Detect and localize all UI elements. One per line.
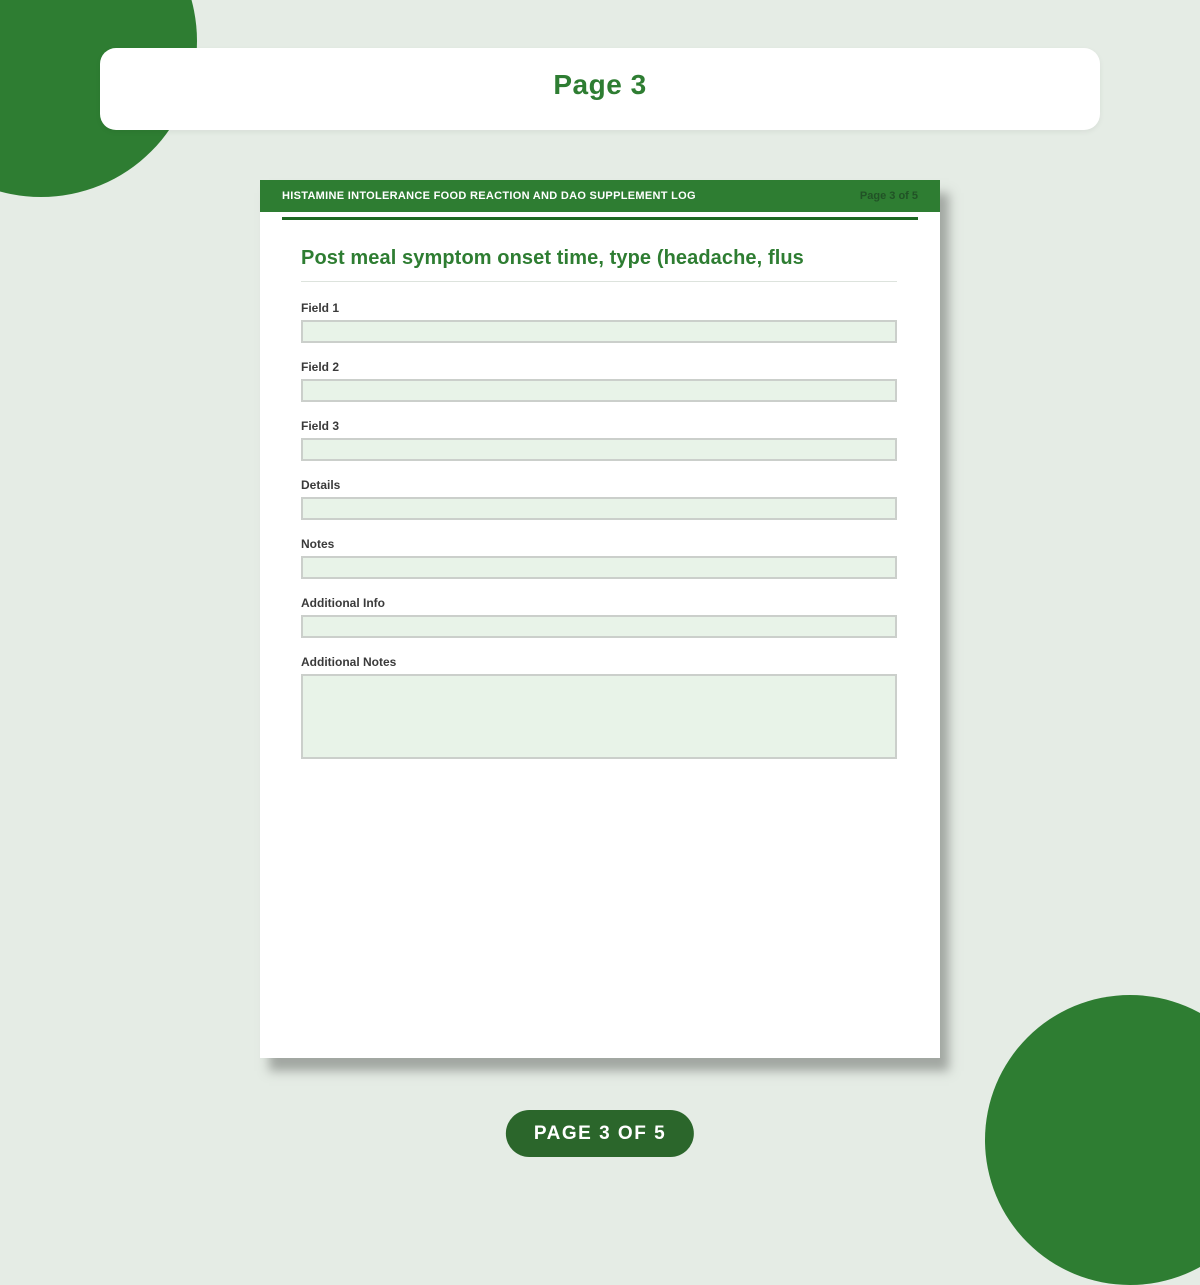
form-field-group bbox=[301, 655, 897, 759]
field-input-notes[interactable] bbox=[301, 556, 897, 579]
form-field-group bbox=[301, 478, 897, 520]
field-input-2[interactable] bbox=[301, 379, 897, 402]
page-banner-title: Page 3 bbox=[553, 69, 647, 100]
field-input-3[interactable] bbox=[301, 438, 897, 461]
field-label-details: Details bbox=[301, 478, 341, 492]
field-input-details[interactable] bbox=[301, 497, 897, 520]
field-input-additional-info[interactable] bbox=[301, 615, 897, 638]
page-footer-badge-text: PAGE 3 OF 5 bbox=[533, 1122, 667, 1144]
field-label-2: Field 2 bbox=[301, 360, 340, 374]
document-page-indicator: Page 3 of 5 bbox=[859, 190, 918, 202]
form-field-group bbox=[301, 360, 897, 402]
section-title: Post meal symptom onset time, type (headache, flus bbox=[301, 247, 804, 269]
form-field-group bbox=[301, 596, 897, 638]
additional-notes-textarea[interactable] bbox=[301, 674, 897, 759]
field-label-notes: Notes bbox=[301, 537, 335, 551]
field-label-1: Field 1 bbox=[301, 301, 340, 315]
field-input-1[interactable] bbox=[301, 320, 897, 343]
form-field-group bbox=[301, 537, 897, 579]
section-divider bbox=[301, 281, 897, 282]
form-field-group bbox=[301, 419, 897, 461]
page-banner bbox=[100, 48, 1100, 130]
document-header bbox=[260, 180, 940, 212]
document-header-title: HISTAMINE INTOLERANCE FOOD REACTION AND DAO SUPPLEMENT LOG bbox=[282, 190, 696, 202]
field-label-additional-notes: Additional Notes bbox=[301, 655, 397, 669]
form-document bbox=[260, 180, 940, 1058]
document-content bbox=[260, 220, 940, 759]
decorative-circle-bottom-right bbox=[985, 995, 1200, 1285]
field-label-3: Field 3 bbox=[301, 419, 340, 433]
form-field-group bbox=[301, 301, 897, 343]
field-label-additional-info: Additional Info bbox=[301, 596, 385, 610]
page-footer-badge bbox=[506, 1110, 694, 1157]
